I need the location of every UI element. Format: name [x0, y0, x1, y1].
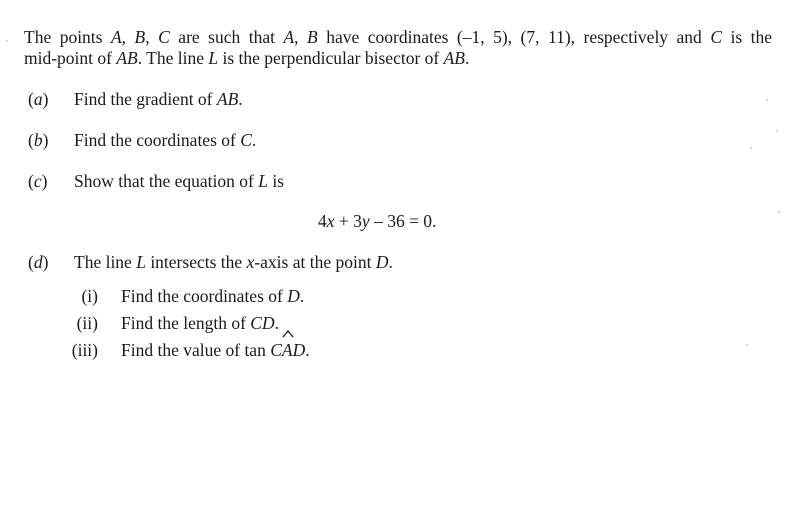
angle-cad-text: CAD — [270, 340, 306, 360]
scan-speck — [766, 99, 768, 101]
question-intro — [24, 27, 772, 69]
intro-line-1 — [24, 27, 772, 48]
intro-line-2-text: mid-point of AB. The line L is the perpendicular bisector of AB. — [24, 48, 470, 68]
part-c-label: (c) — [28, 171, 48, 191]
scan-speck — [746, 344, 748, 346]
subpart-i-text: Find the coordinates of D. — [121, 286, 305, 306]
subpart-i-label: (i) — [81, 286, 98, 306]
line-equation: 4x + 3y – 36 = 0. — [318, 211, 437, 231]
part-d-label: (d) — [28, 252, 49, 272]
angle-cad — [270, 340, 305, 361]
part-a-label: (a) — [28, 89, 49, 109]
scan-speck — [776, 130, 778, 132]
subpart-ii-text: Find the length of CD. — [121, 313, 279, 333]
intro-line-1-text: The points A, B, C are such that A, B have coordinates (–1, 5), (7, 11), respectively and C is the — [24, 27, 773, 47]
scan-speck — [750, 147, 752, 149]
subpart-ii-label: (ii) — [76, 313, 98, 333]
angle-hat-icon — [282, 330, 294, 338]
subpart-iii-text — [121, 340, 310, 361]
subpart-iii-prefix: Find the value of tan — [121, 340, 271, 360]
subpart-iii-label: (iii) — [71, 340, 98, 360]
part-a-text: Find the gradient of AB. — [74, 89, 243, 109]
part-b-label: (b) — [28, 130, 49, 150]
part-d-text: The line L intersects the x-axis at the point D. — [74, 252, 393, 272]
part-c-text: Show that the equation of L is — [74, 171, 284, 191]
scan-speck — [778, 211, 780, 213]
scan-speck — [6, 40, 8, 42]
subpart-iii-suffix: . — [305, 340, 310, 360]
part-b-text: Find the coordinates of C. — [74, 130, 257, 150]
intro-line-2 — [24, 48, 772, 69]
